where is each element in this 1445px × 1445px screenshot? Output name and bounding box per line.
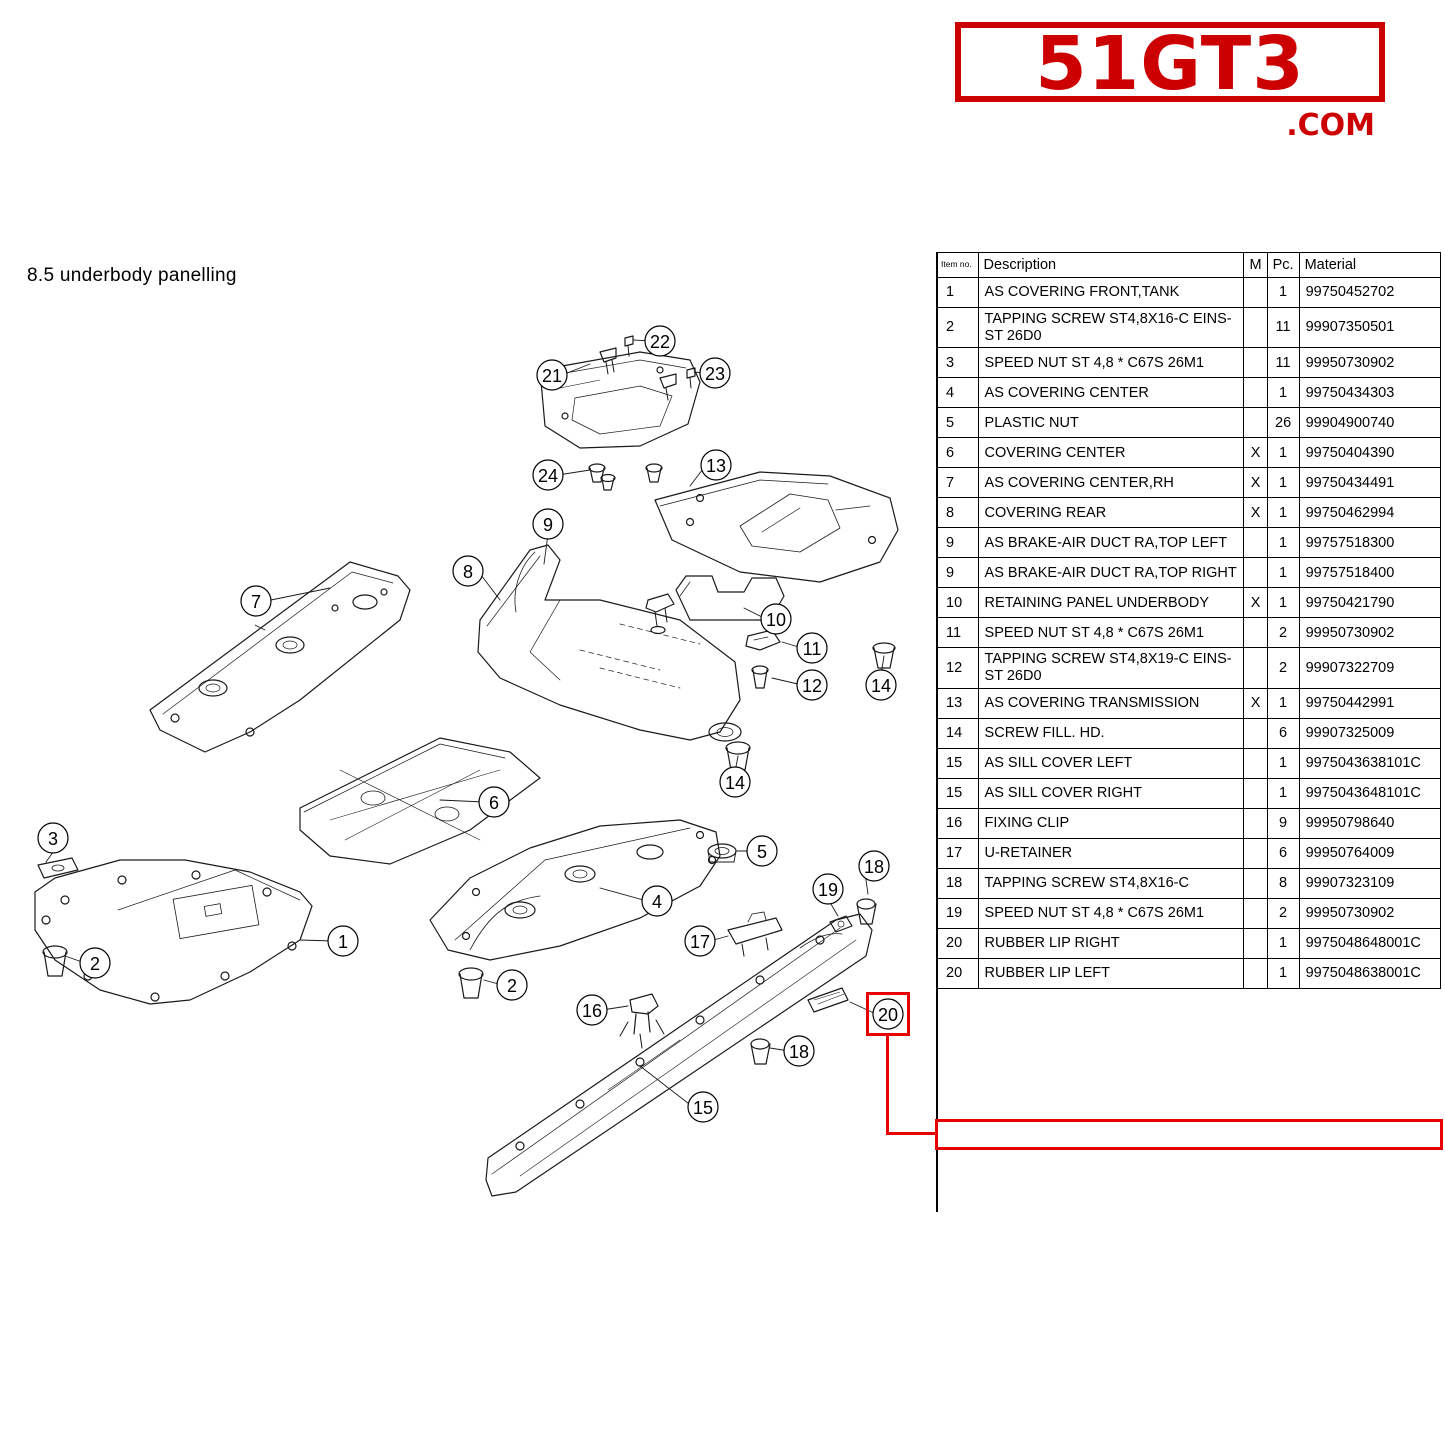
callout-22 (645, 326, 675, 356)
part-13-shape (655, 472, 898, 582)
svg-text:4: 4 (651, 892, 663, 912)
table-row[interactable] (937, 688, 1441, 718)
cell-description: COVERING REAR (978, 498, 1244, 528)
svg-text:5: 5 (756, 842, 768, 862)
svg-text:8: 8 (462, 562, 474, 582)
part-3-shape (38, 858, 78, 878)
cell-pieces: 1 (1267, 528, 1299, 558)
callout-7 (241, 586, 271, 616)
cell-item-no: 6 (937, 438, 979, 468)
svg-text:7: 7 (250, 592, 262, 612)
highlighted-row-outline (935, 1119, 1443, 1150)
cell-m-flag (1244, 648, 1267, 688)
callout-14a (866, 670, 896, 700)
cell-item-no: 17 (937, 838, 979, 868)
cell-item-no: 20 (937, 928, 979, 958)
cell-description: PLASTIC NUT (978, 408, 1244, 438)
svg-text:21: 21 (541, 366, 563, 386)
cell-m-flag (1244, 378, 1267, 408)
cell-item-no: 2 (937, 308, 979, 348)
cell-material: 99950764009 (1299, 838, 1440, 868)
table-row[interactable] (937, 278, 1441, 308)
cell-item-no: 8 (937, 498, 979, 528)
svg-text:6: 6 (488, 793, 500, 813)
highlight-leader-vertical (886, 1036, 889, 1134)
callout-18b (784, 1036, 814, 1066)
cell-item-no: 14 (937, 718, 979, 748)
svg-text:24: 24 (537, 466, 559, 486)
cell-material: 99950798640 (1299, 808, 1440, 838)
table-row[interactable] (937, 868, 1441, 898)
callout-1 (328, 926, 358, 956)
part-2-shapes (43, 946, 483, 998)
cell-material: 99757518400 (1299, 558, 1440, 588)
cell-m-flag (1244, 898, 1267, 928)
cell-pieces: 11 (1267, 348, 1299, 378)
cell-description: AS SILL COVER RIGHT (978, 778, 1244, 808)
svg-text:10: 10 (765, 610, 787, 630)
svg-text:1: 1 (337, 932, 349, 952)
cell-material: 99757518300 (1299, 528, 1440, 558)
cell-material: 99750421790 (1299, 588, 1440, 618)
cell-description: SPEED NUT ST 4,8 * C67S 26M1 (978, 898, 1244, 928)
svg-text:15: 15 (692, 1098, 714, 1118)
cell-description: AS COVERING TRANSMISSION (978, 688, 1244, 718)
svg-text:13: 13 (705, 456, 727, 476)
cell-item-no: 9 (937, 528, 979, 558)
logo-domain-suffix: .COM (1286, 108, 1375, 143)
callout-14b (720, 767, 750, 797)
cell-description: AS COVERING CENTER,RH (978, 468, 1244, 498)
cell-m-flag (1244, 278, 1267, 308)
header-pc: Pc. (1267, 253, 1299, 278)
cell-pieces: 2 (1267, 648, 1299, 688)
cell-m-flag (1244, 718, 1267, 748)
cell-m-flag (1244, 838, 1267, 868)
cell-description: TAPPING SCREW ST4,8X16-C EINS-ST 26D0 (978, 308, 1244, 348)
cell-item-no: 15 (937, 748, 979, 778)
table-row[interactable] (937, 838, 1441, 868)
cell-material: 99907325009 (1299, 718, 1440, 748)
part-7-shape (150, 562, 410, 752)
cell-item-no: 11 (937, 618, 979, 648)
cell-item-no: 18 (937, 868, 979, 898)
cell-material: 99750462994 (1299, 498, 1440, 528)
cell-m-flag (1244, 868, 1267, 898)
cell-material: 99950730902 (1299, 618, 1440, 648)
cell-pieces: 9 (1267, 808, 1299, 838)
highlight-leader-horizontal (886, 1132, 938, 1135)
callout-9 (533, 509, 563, 539)
cell-pieces: 1 (1267, 378, 1299, 408)
cell-description: AS SILL COVER LEFT (978, 748, 1244, 778)
part-4-shape (430, 820, 720, 960)
cell-pieces: 1 (1267, 278, 1299, 308)
cell-description: RUBBER LIP RIGHT (978, 928, 1244, 958)
cell-description: TAPPING SCREW ST4,8X16-C (978, 868, 1244, 898)
svg-text:9: 9 (542, 515, 554, 535)
cell-item-no: 20 (937, 958, 979, 988)
header-description: Description (978, 253, 1244, 278)
cell-description: TAPPING SCREW ST4,8X19-C EINS-ST 26D0 (978, 648, 1244, 688)
cell-pieces: 1 (1267, 778, 1299, 808)
cell-m-flag: X (1244, 688, 1267, 718)
cell-m-flag (1244, 408, 1267, 438)
cell-description: SPEED NUT ST 4,8 * C67S 26M1 (978, 618, 1244, 648)
cell-pieces: 6 (1267, 718, 1299, 748)
cell-material: 99950730902 (1299, 348, 1440, 378)
cell-description: SCREW FILL. HD. (978, 718, 1244, 748)
svg-text:18: 18 (863, 857, 885, 877)
cell-m-flag (1244, 558, 1267, 588)
table-row[interactable] (937, 348, 1441, 378)
cell-pieces: 6 (1267, 838, 1299, 868)
callout-5 (747, 836, 777, 866)
part-11-12-shapes (746, 630, 780, 688)
cell-item-no: 1 (937, 278, 979, 308)
cell-m-flag (1244, 348, 1267, 378)
part-19-shape (830, 916, 852, 932)
cell-item-no: 15 (937, 778, 979, 808)
table-row[interactable] (937, 648, 1441, 688)
cell-pieces: 1 (1267, 468, 1299, 498)
part-17-shape (728, 912, 782, 956)
callout-24 (533, 460, 563, 490)
svg-text:20: 20 (877, 1005, 899, 1025)
cell-item-no: 16 (937, 808, 979, 838)
cell-description: COVERING CENTER (978, 438, 1244, 468)
cell-item-no: 19 (937, 898, 979, 928)
cell-pieces: 11 (1267, 308, 1299, 348)
table-row[interactable] (937, 588, 1441, 618)
cell-material: 99750434491 (1299, 468, 1440, 498)
cell-description: RUBBER LIP LEFT (978, 958, 1244, 988)
part-5-shape (708, 844, 736, 862)
table-row[interactable] (937, 958, 1441, 988)
cell-pieces: 1 (1267, 958, 1299, 988)
table-row[interactable] (937, 438, 1441, 468)
svg-text:19: 19 (817, 880, 839, 900)
cell-m-flag (1244, 778, 1267, 808)
cell-description: AS COVERING CENTER (978, 378, 1244, 408)
callout-11 (797, 633, 827, 663)
cell-pieces: 1 (1267, 558, 1299, 588)
parts-table-body (937, 278, 1441, 989)
cell-m-flag (1244, 528, 1267, 558)
cell-item-no: 13 (937, 688, 979, 718)
cell-material: 99907323109 (1299, 868, 1440, 898)
table-row[interactable] (937, 808, 1441, 838)
callout-16 (577, 995, 607, 1025)
cell-pieces: 1 (1267, 688, 1299, 718)
cell-description: AS BRAKE-AIR DUCT RA,TOP LEFT (978, 528, 1244, 558)
table-row[interactable] (937, 718, 1441, 748)
callout-13 (701, 450, 731, 480)
cell-material: 99950730902 (1299, 898, 1440, 928)
cell-m-flag: X (1244, 468, 1267, 498)
highlight-callout-20-box (866, 992, 910, 1036)
cell-pieces: 1 (1267, 438, 1299, 468)
part-8-shape (478, 545, 741, 741)
callout-21 (537, 360, 567, 390)
cell-item-no: 3 (937, 348, 979, 378)
table-row[interactable] (937, 928, 1441, 958)
cell-material: 9975048648001C (1299, 928, 1440, 958)
callout-3 (38, 823, 68, 853)
cell-material: 9975043638101C (1299, 748, 1440, 778)
cell-item-no: 12 (937, 648, 979, 688)
cell-pieces: 1 (1267, 498, 1299, 528)
cell-material: 9975043648101C (1299, 778, 1440, 808)
callout-15 (688, 1092, 718, 1122)
cell-item-no: 4 (937, 378, 979, 408)
callout-23 (700, 358, 730, 388)
table-row[interactable] (937, 408, 1441, 438)
table-row[interactable] (937, 558, 1441, 588)
cell-description: U-RETAINER (978, 838, 1244, 868)
part-16-shape (620, 994, 664, 1048)
table-row[interactable] (937, 898, 1441, 928)
part-15-shape (486, 914, 872, 1196)
callout-17 (685, 926, 715, 956)
cell-pieces: 26 (1267, 408, 1299, 438)
cell-item-no: 7 (937, 468, 979, 498)
cell-m-flag (1244, 308, 1267, 348)
table-row[interactable] (937, 748, 1441, 778)
cell-pieces: 2 (1267, 898, 1299, 928)
svg-text:18: 18 (788, 1042, 810, 1062)
svg-text:17: 17 (689, 932, 711, 952)
table-header-row (937, 253, 1441, 278)
callout-6 (479, 787, 509, 817)
cell-description: RETAINING PANEL UNDERBODY (978, 588, 1244, 618)
cell-material: 99750434303 (1299, 378, 1440, 408)
cell-m-flag: X (1244, 438, 1267, 468)
cell-item-no: 5 (937, 408, 979, 438)
exploded-parts-diagram (0, 300, 930, 1200)
svg-text:2: 2 (89, 954, 101, 974)
callout-10 (761, 604, 791, 634)
svg-text:14: 14 (870, 676, 892, 696)
cell-item-no: 9 (937, 558, 979, 588)
part-1-shape (35, 860, 312, 1004)
callout-2b (497, 970, 527, 1000)
cell-m-flag (1244, 618, 1267, 648)
header-item-no: Item no. (937, 253, 979, 278)
table-row[interactable] (937, 378, 1441, 408)
callout-12 (797, 670, 827, 700)
callout-4 (642, 886, 672, 916)
table-row[interactable] (937, 308, 1441, 348)
cell-material: 99750452702 (1299, 278, 1440, 308)
callout-2a (80, 948, 110, 978)
table-row[interactable] (937, 498, 1441, 528)
header-m: M (1244, 253, 1267, 278)
svg-text:22: 22 (649, 332, 671, 352)
callout-18a (859, 851, 889, 881)
cell-description: SPEED NUT ST 4,8 * C67S 26M1 (978, 348, 1244, 378)
callout-19 (813, 874, 843, 904)
cell-description: FIXING CLIP (978, 808, 1244, 838)
part-9-shape (646, 594, 674, 634)
table-row[interactable] (937, 528, 1441, 558)
svg-text:23: 23 (704, 364, 726, 384)
cell-item-no: 10 (937, 588, 979, 618)
table-row[interactable] (937, 618, 1441, 648)
cell-material: 99907350501 (1299, 308, 1440, 348)
cell-m-flag (1244, 928, 1267, 958)
cell-m-flag: X (1244, 588, 1267, 618)
cell-material: 9975048638001C (1299, 958, 1440, 988)
diagram-svg (0, 300, 930, 1200)
header-material: Material (1299, 253, 1440, 278)
page-title: 8.5 underbody panelling (27, 265, 237, 286)
svg-text:2: 2 (506, 976, 518, 996)
cell-description: AS BRAKE-AIR DUCT RA,TOP RIGHT (978, 558, 1244, 588)
svg-text:12: 12 (801, 676, 823, 696)
fasteners-top (589, 336, 695, 490)
cell-pieces: 1 (1267, 588, 1299, 618)
cell-m-flag (1244, 808, 1267, 838)
cell-description: AS COVERING FRONT,TANK (978, 278, 1244, 308)
cell-pieces: 1 (1267, 748, 1299, 778)
cell-material: 99907322709 (1299, 648, 1440, 688)
svg-text:3: 3 (47, 829, 59, 849)
part-18-shapes (751, 899, 876, 1064)
cell-pieces: 8 (1267, 868, 1299, 898)
parts-list-table (936, 252, 1441, 989)
svg-text:11: 11 (802, 639, 822, 659)
table-row[interactable] (937, 468, 1441, 498)
table-row[interactable] (937, 778, 1441, 808)
cell-material: 99750404390 (1299, 438, 1440, 468)
cell-m-flag: X (1244, 498, 1267, 528)
cell-pieces: 2 (1267, 618, 1299, 648)
cell-pieces: 1 (1267, 928, 1299, 958)
callout-8 (453, 556, 483, 586)
site-logo (955, 22, 1385, 142)
cell-material: 99904900740 (1299, 408, 1440, 438)
cell-m-flag (1244, 958, 1267, 988)
logo-text: 51GT3 (1035, 21, 1305, 107)
leader-lines (46, 340, 884, 1107)
svg-text:16: 16 (581, 1001, 603, 1021)
svg-text:14: 14 (724, 773, 746, 793)
cell-m-flag (1244, 748, 1267, 778)
cell-material: 99750442991 (1299, 688, 1440, 718)
